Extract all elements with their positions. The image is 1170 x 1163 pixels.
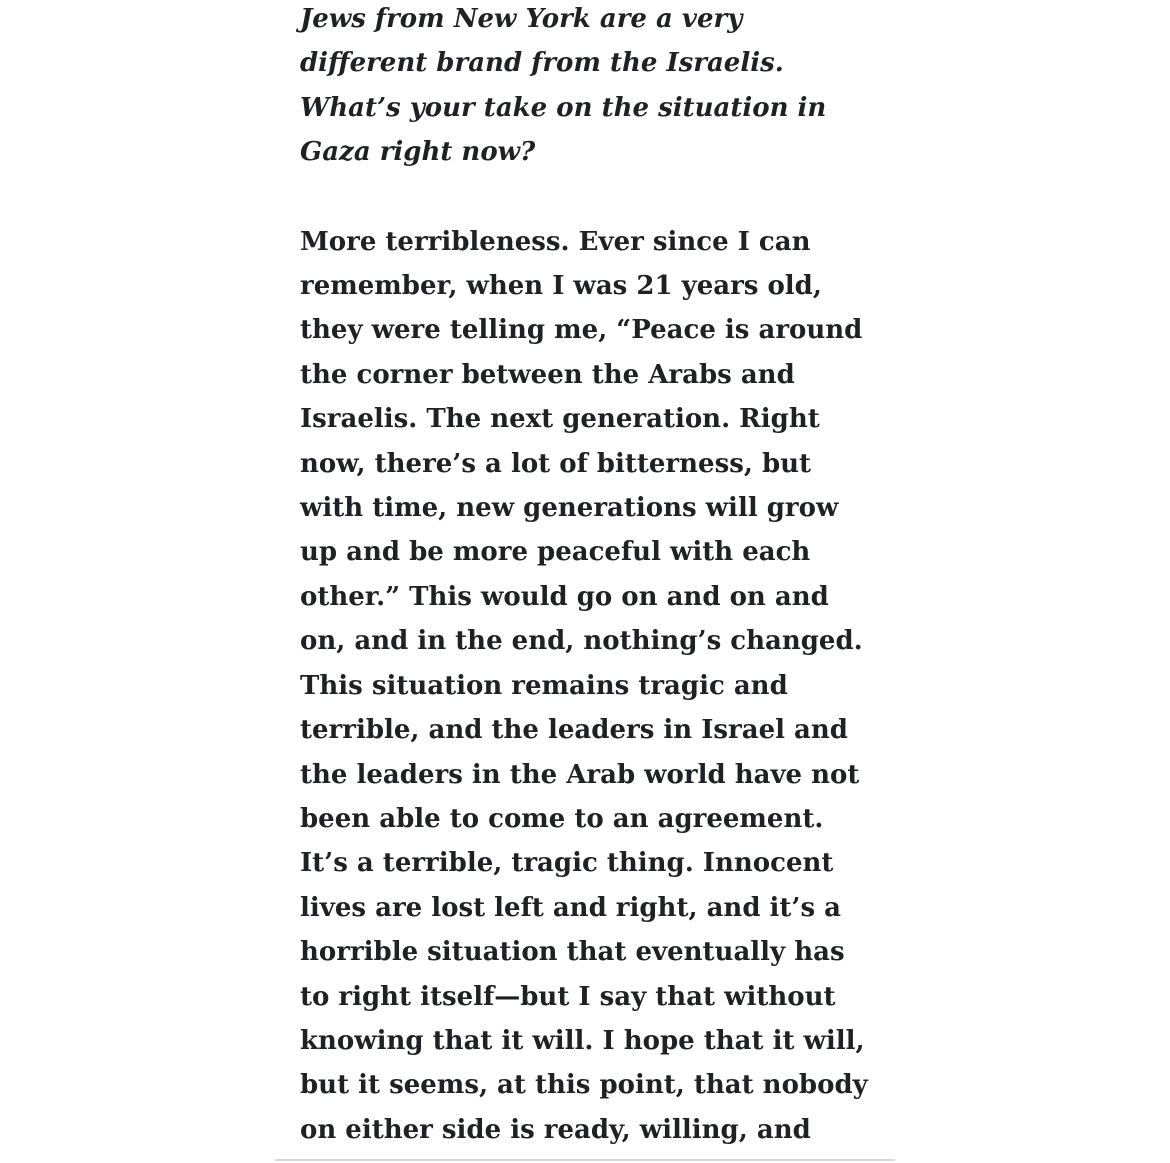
article-body: [300, 0, 880, 1152]
answer-line: with time, new generations will grow: [300, 493, 839, 524]
answer-line: the leaders in the Arab world have not: [300, 759, 860, 790]
interview-question: [300, 0, 880, 175]
answer-line: the corner between the Arabs and: [300, 359, 795, 390]
answer-line: This situation remains tragic and: [300, 670, 788, 701]
question-line: Gaza right now?: [300, 137, 536, 168]
answer-line: up and be more peaceful with each: [300, 537, 811, 568]
answer-line: on either side is ready, willing, and: [300, 1114, 811, 1145]
answer-line: knowing that it will. I hope that it will,: [300, 1025, 865, 1056]
answer-line: other.” This would go on and on and: [300, 581, 829, 612]
question-line: Jews from New York are a very: [300, 4, 743, 34]
answer-line: More terribleness. Ever since I can: [300, 226, 811, 257]
answer-line: now, there’s a lot of bitterness, but: [300, 448, 812, 479]
answer-line: but it seems, at this point, that nobody: [300, 1070, 868, 1101]
answer-line: been able to come to an agreement.: [300, 803, 824, 834]
answer-line: they were telling me, “Peace is around: [300, 315, 863, 346]
answer-line: terrible, and the leaders in Israel and: [300, 715, 848, 746]
answer-line: on, and in the end, nothing’s changed.: [300, 626, 863, 657]
answer-line: Israelis. The next generation. Right: [300, 404, 820, 435]
question-line: different brand from the Israelis.: [300, 48, 784, 79]
answer-line: horrible situation that eventually has: [300, 937, 845, 968]
answer-line: to right itself—but I say that without: [300, 981, 836, 1012]
bottom-divider: [275, 1159, 895, 1161]
interview-answer: [300, 220, 880, 1153]
answer-line: lives are lost left and right, and it’s a: [300, 892, 842, 923]
answer-line: remember, when I was 21 years old,: [300, 271, 822, 302]
question-line: What’s your take on the situation in: [300, 92, 827, 123]
answer-line: It’s a terrible, tragic thing. Innocent: [300, 848, 834, 879]
